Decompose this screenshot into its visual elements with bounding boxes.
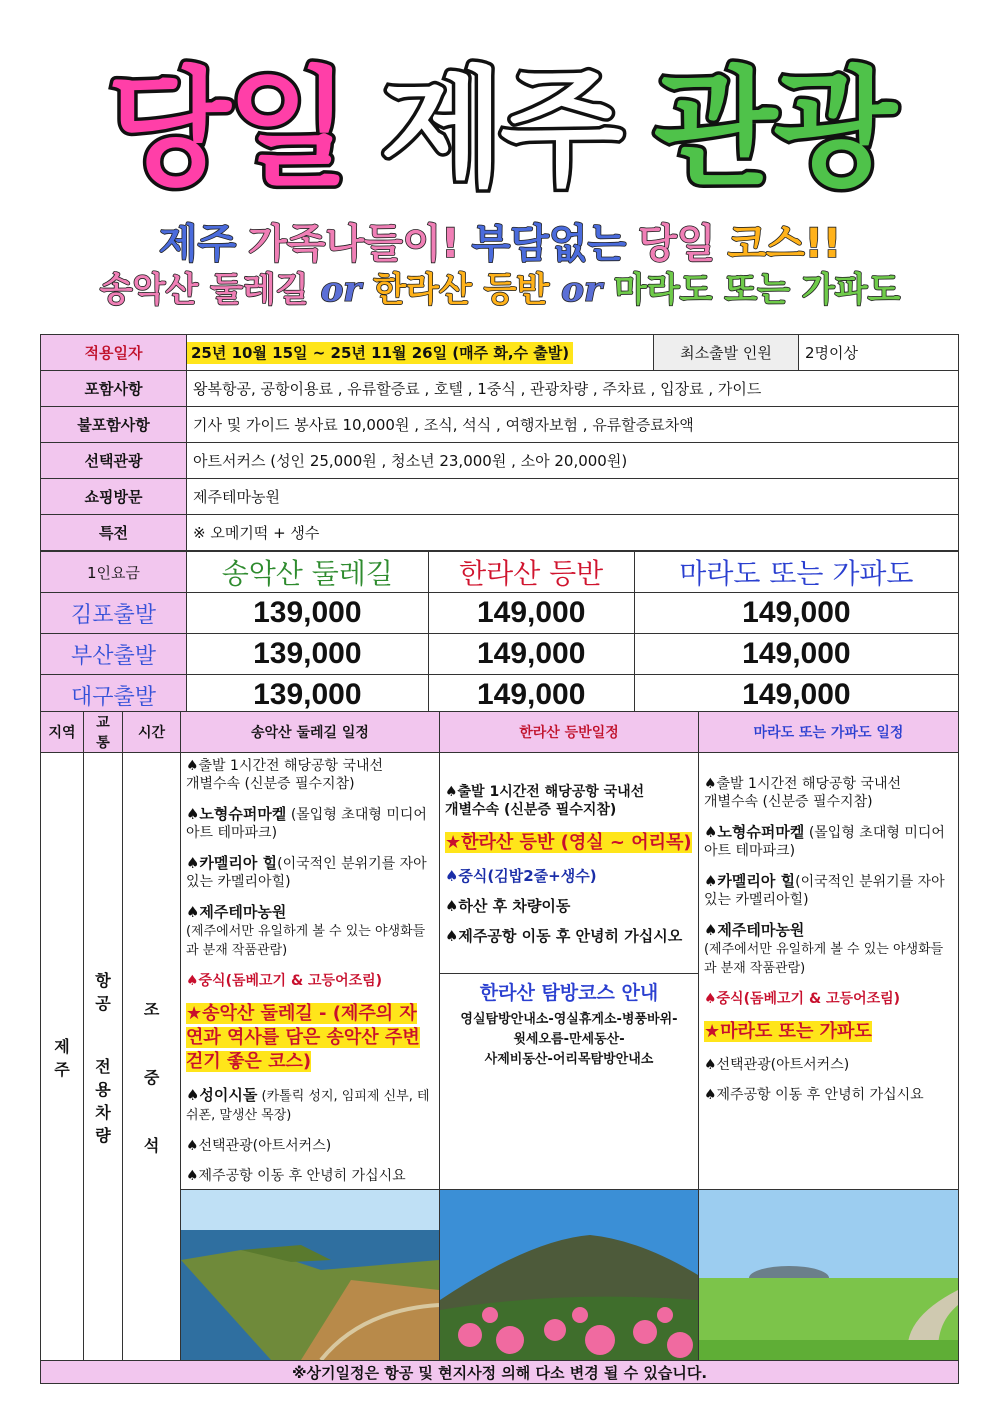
info-label-shopping: 쇼핑방문 xyxy=(41,479,187,515)
photo-hallasan xyxy=(439,1190,698,1361)
c3-p1a: ♠출발 1시간전 해당공항 국내선 xyxy=(703,776,902,792)
subtitle1-d: 당일 xyxy=(638,221,716,267)
price-origin-daegu: 대구출발 xyxy=(41,675,187,716)
guide-line-2: 윗세오름-만세동산- xyxy=(513,1032,625,1047)
info-value-optional: 아트서커스 (성인 25,000원 , 청소년 23,000원 , 소아 20,000원) xyxy=(187,443,959,479)
meal-lunch: 중 xyxy=(143,1068,160,1087)
info-table xyxy=(40,334,959,551)
c3-item-2 xyxy=(704,823,953,860)
c3-p3a: ♠카멜리아 힐 xyxy=(703,872,796,890)
price-header-label: 1인요금 xyxy=(41,552,187,593)
c1-p1b: 개별수속 (신분증 필수지참) xyxy=(185,776,355,792)
title-word-2 xyxy=(380,55,619,205)
schedule-header-row xyxy=(41,712,959,753)
c2-item-5: ♠제주공항 이동 후 안녕히 가십시오 xyxy=(444,927,683,945)
subtitle2-b: 한라산 등반 xyxy=(373,270,550,310)
c3-item-8: ♠제주공항 이동 후 안녕히 가십시요 xyxy=(703,1087,924,1103)
price-row-busan xyxy=(41,634,959,675)
meal-dinner: 석 xyxy=(143,1136,160,1155)
schedule-header-c1: 송악산 둘레길 일정 xyxy=(180,712,439,753)
price-header-row xyxy=(41,552,959,593)
c3-p4b: (제주에서만 유일하게 볼 수 있는 야생화들과 분재 작품관람) xyxy=(703,942,944,976)
price-origin-gimpo: 김포출발 xyxy=(41,593,187,634)
c2-item-3: ♠중식(김밥2줄+생수) xyxy=(444,867,597,885)
title-word-1 xyxy=(107,55,346,205)
info-min-label: 최소출발 인원 xyxy=(654,335,799,371)
c2-p1a: ♠출발 1시간전 해당공항 국내선 xyxy=(444,784,645,800)
info-value-included: 왕복항공, 공항이용료 , 유류할증료 , 호텔 , 1중식 , 관광차량 , 주차료 , 입장료 , 가이드 xyxy=(187,371,959,407)
title-word-3 xyxy=(654,55,893,205)
info-value-benefit: ※ 오메기떡 + 생수 xyxy=(187,515,959,551)
guide-title: 한라산 탐방코스 안내 xyxy=(479,982,659,1004)
schedule-col-songaksan xyxy=(180,753,439,1190)
schedule-col-hallasan xyxy=(439,753,698,1190)
c1-p2b: (몰입형 초대형 미디어아트 테마파크) xyxy=(185,807,427,841)
price-busan-1: 139,000 xyxy=(187,634,429,675)
c3-p2a: ♠노형슈퍼마켙 xyxy=(703,823,805,841)
c2-p1b: 개별수속 (신분증 필수지참) xyxy=(444,802,617,818)
c1-item-8: ♠선택관광(아트서커스) xyxy=(185,1138,332,1154)
c3-item-3 xyxy=(704,872,953,909)
c3-p3b: (이국적인 분위기를 자아있는 카멜리아힐) xyxy=(703,874,945,908)
info-row-optional xyxy=(41,443,959,479)
subtitle-line-2 xyxy=(0,262,1000,311)
price-gimpo-1: 139,000 xyxy=(187,593,429,634)
c1-item-5: ♠중식(돔베고기 & 고등어조림) xyxy=(185,973,383,989)
c1-p3a: ♠카멜리아 힐 xyxy=(185,854,278,872)
price-course-1: 송악산 둘레길 xyxy=(187,552,429,593)
info-value-date: 25년 10월 15일 ~ 25년 11월 26일 (매주 화,수 출발) xyxy=(187,342,573,364)
c3-p4a: ♠제주테마농원 xyxy=(703,921,805,939)
price-table xyxy=(40,551,959,716)
guide-line-1: 영실탐방안내소-영실휴게소-병풍바위- xyxy=(460,1012,678,1027)
info-label-optional: 선택관광 xyxy=(41,443,187,479)
main-title xyxy=(0,55,1000,205)
schedule-header-c2: 한라산 등반일정 xyxy=(439,712,698,753)
title-text-2: 제주 xyxy=(380,55,620,204)
c2-item-4: ♠하산 후 차량이동 xyxy=(444,897,571,915)
c1-p1a: ♠출발 1시간전 해당공항 국내선 xyxy=(185,758,384,774)
title-text-3: 관광 xyxy=(653,55,893,204)
transport-private: 전용 xyxy=(95,1056,111,1099)
info-row-shopping xyxy=(41,479,959,515)
schedule-col-marado xyxy=(698,753,958,1190)
c2-item-1 xyxy=(445,783,693,819)
c3-item-6 xyxy=(704,1020,953,1044)
c1-p7a: ♠성이시돌 xyxy=(185,1086,258,1104)
c3-item-5: ♠중식(돔베고기 & 고등어조림) xyxy=(703,991,901,1007)
price-origin-busan: 부산출발 xyxy=(41,634,187,675)
schedule-header-time: 시간 xyxy=(123,712,181,753)
transport-vehicle: 차량 xyxy=(95,1102,111,1145)
info-value-date-cell xyxy=(187,335,654,371)
subtitle2-or-1: or xyxy=(320,270,362,310)
songaksan-photo-image xyxy=(181,1190,439,1360)
price-row-daegu xyxy=(41,675,959,716)
photo-songaksan xyxy=(180,1190,439,1361)
footer-row xyxy=(41,1361,959,1384)
subtitle2-c: 마라도 또는 가파도 xyxy=(613,270,901,310)
schedule-table xyxy=(40,711,959,1384)
c1-item-1 xyxy=(186,757,434,793)
price-row-gimpo xyxy=(41,593,959,634)
c1-item-3 xyxy=(186,854,434,891)
c2-p2: ★한라산 등반 (영실 ~ 어리목) xyxy=(444,832,692,853)
info-label-benefit: 특전 xyxy=(41,515,187,551)
subtitle2-a: 송악산 둘레길 xyxy=(99,270,309,310)
subtitle1-a: 제주 xyxy=(158,221,237,267)
schedule-header-region: 지역 xyxy=(41,712,84,753)
photo-marado xyxy=(698,1190,958,1361)
info-row-excluded xyxy=(41,407,959,443)
meal-breakfast: 조 xyxy=(143,1000,160,1019)
c1-p4b: (제주에서만 유일하게 볼 수 있는 야생화들과 분재 작품관람) xyxy=(185,924,426,958)
schedule-header-c3: 마라도 또는 가파도 일정 xyxy=(698,712,958,753)
schedule-meals xyxy=(123,753,181,1361)
transport-air: 항공 xyxy=(95,970,111,1013)
c1-p2a: ♠노형슈퍼마켙 xyxy=(185,805,287,823)
c3-item-1 xyxy=(704,775,953,811)
price-busan-2: 149,000 xyxy=(428,634,634,675)
c3-p6: ★마라도 또는 가파도 xyxy=(703,1021,872,1042)
info-value-shopping: 제주테마농원 xyxy=(187,479,959,515)
price-course-2: 한라산 등반 xyxy=(428,552,634,593)
c1-item-6 xyxy=(186,1002,434,1074)
info-label-date: 적용일자 xyxy=(41,335,187,371)
price-daegu-1: 139,000 xyxy=(187,675,429,716)
footer-note: ※상기일정은 항공 및 현지사정 의해 다소 변경 될 수 있습니다. xyxy=(41,1361,959,1384)
c3-p1b: 개별수속 (신분증 필수지참) xyxy=(703,794,873,810)
c1-p7b: (카톨릭 성지, 임피제 신부, 테쉬폰, 말생산 목장) xyxy=(185,1089,430,1123)
subtitle1-b: 가족나들이! xyxy=(248,221,460,267)
price-course-3: 마라도 또는 가파도 xyxy=(634,552,958,593)
hallasan-photo-image xyxy=(440,1190,698,1360)
c1-p6: ★송악산 둘레길 - (제주의 자연과 역사를 담은 송악산 주변 걷기 좋은 코스) xyxy=(185,1003,420,1072)
subtitle1-c: 부담없는 xyxy=(471,221,627,267)
title-text-1: 당일 xyxy=(107,55,347,204)
subtitle1-e: 코스!! xyxy=(727,221,842,267)
subtitle2-or-2: or xyxy=(561,270,602,310)
info-label-excluded: 불포함사항 xyxy=(41,407,187,443)
info-row-date xyxy=(41,335,959,371)
c1-p3b: (이국적인 분위기를 자아있는 카멜리아힐) xyxy=(185,856,427,890)
c1-p4a: ♠제주테마농원 xyxy=(185,903,287,921)
price-daegu-2: 149,000 xyxy=(428,675,634,716)
info-value-excluded: 기사 및 가이드 봉사료 10,000원 , 조식, 석식 , 여행자보험 , 유류할증료차액 xyxy=(187,407,959,443)
c2-item-2 xyxy=(445,831,693,855)
price-gimpo-2: 149,000 xyxy=(428,593,634,634)
schedule-body-row xyxy=(41,753,959,1190)
price-busan-3: 149,000 xyxy=(634,634,958,675)
guide-line-3: 사제비동산-어리목탐방안내소 xyxy=(484,1052,654,1067)
c1-item-4 xyxy=(186,903,434,960)
price-gimpo-3: 149,000 xyxy=(634,593,958,634)
c3-item-7: ♠선택관광(아트서커스) xyxy=(703,1057,850,1073)
c1-item-7 xyxy=(186,1086,434,1125)
hallasan-course-guide xyxy=(440,973,698,1080)
c3-p2b: (몰입형 초대형 미디어아트 테마파크) xyxy=(703,825,945,859)
c1-item-9: ♠제주공항 이동 후 안녕히 가십시요 xyxy=(185,1168,406,1184)
info-label-included: 포함사항 xyxy=(41,371,187,407)
c1-item-2 xyxy=(186,805,434,842)
schedule-region: 제주 xyxy=(41,753,84,1361)
info-row-benefit xyxy=(41,515,959,551)
info-row-included xyxy=(41,371,959,407)
price-daegu-3: 149,000 xyxy=(634,675,958,716)
schedule-header-transport: 교통 xyxy=(83,712,122,753)
c3-item-4 xyxy=(704,921,953,978)
marado-photo-image xyxy=(699,1190,958,1360)
info-min-value: 2명이상 xyxy=(799,335,959,371)
schedule-transport xyxy=(83,753,122,1361)
subtitle-line-1 xyxy=(0,212,1000,269)
